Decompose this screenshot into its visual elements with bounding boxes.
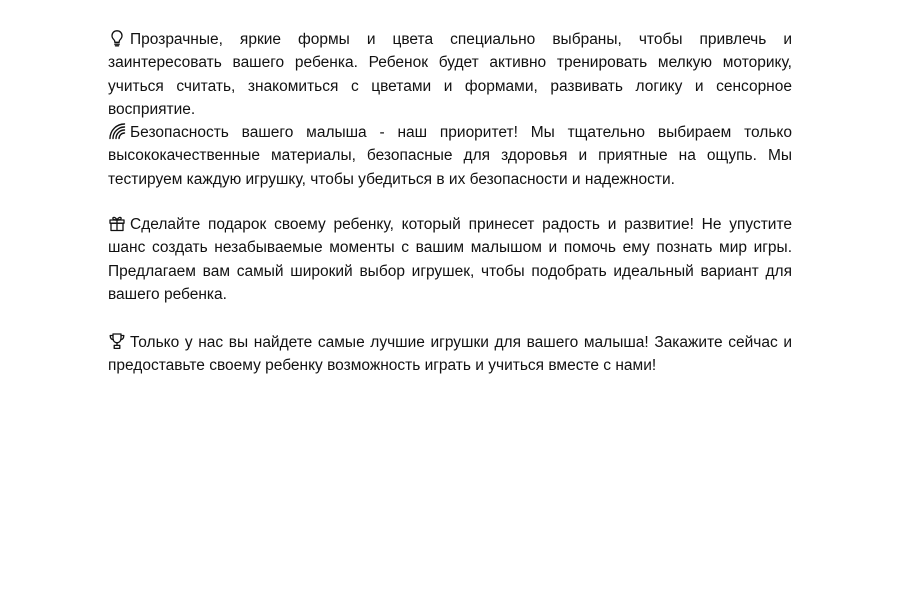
paragraph-learning xyxy=(108,28,792,121)
lightbulb-icon xyxy=(108,29,126,47)
paragraph-gift xyxy=(108,213,792,306)
paragraph-call-to-action xyxy=(108,331,792,378)
paragraph-text: Безопасность вашего малыша - наш приоритет! Мы тщательно выбираем только высококачественные материалы, безопасные для здоровья и приятные на ощупь. Мы тестируем каждую игрушку, чтобы убедиться в их безопасности и надежности. xyxy=(108,124,792,188)
rainbow-icon xyxy=(108,122,126,140)
paragraph-safety xyxy=(108,121,792,191)
cut-off-text-fragment xyxy=(108,0,408,4)
paragraph-text: Сделайте подарок своему ребенку, который принесет радость и развитие! Не упустите шанс создать незабываемые моменты с вашим малышом и помочь ему познать мир игры. Предлагаем вам самый широкий выбор игрушек, чтобы подобрать идеальный вариант для вашего ребенка. xyxy=(108,216,792,303)
gift-icon xyxy=(108,214,126,232)
cut-off-previous-line xyxy=(108,0,408,4)
trophy-icon xyxy=(108,332,126,350)
paragraph-text: Только у нас вы найдете самые лучшие игрушки для вашего малыша! Закажите сейчас и предоставьте своему ребенку возможность играть и учиться вместе с нами! xyxy=(108,334,792,375)
paragraph-text: Прозрачные, яркие формы и цвета специально выбраны, чтобы привлечь и заинтересовать вашего ребенка. Ребенок будет активно тренировать мелкую моторику, учиться считать, знакомиться с цветами и формами, развивать логику и сенсорное восприятие. xyxy=(108,31,792,118)
